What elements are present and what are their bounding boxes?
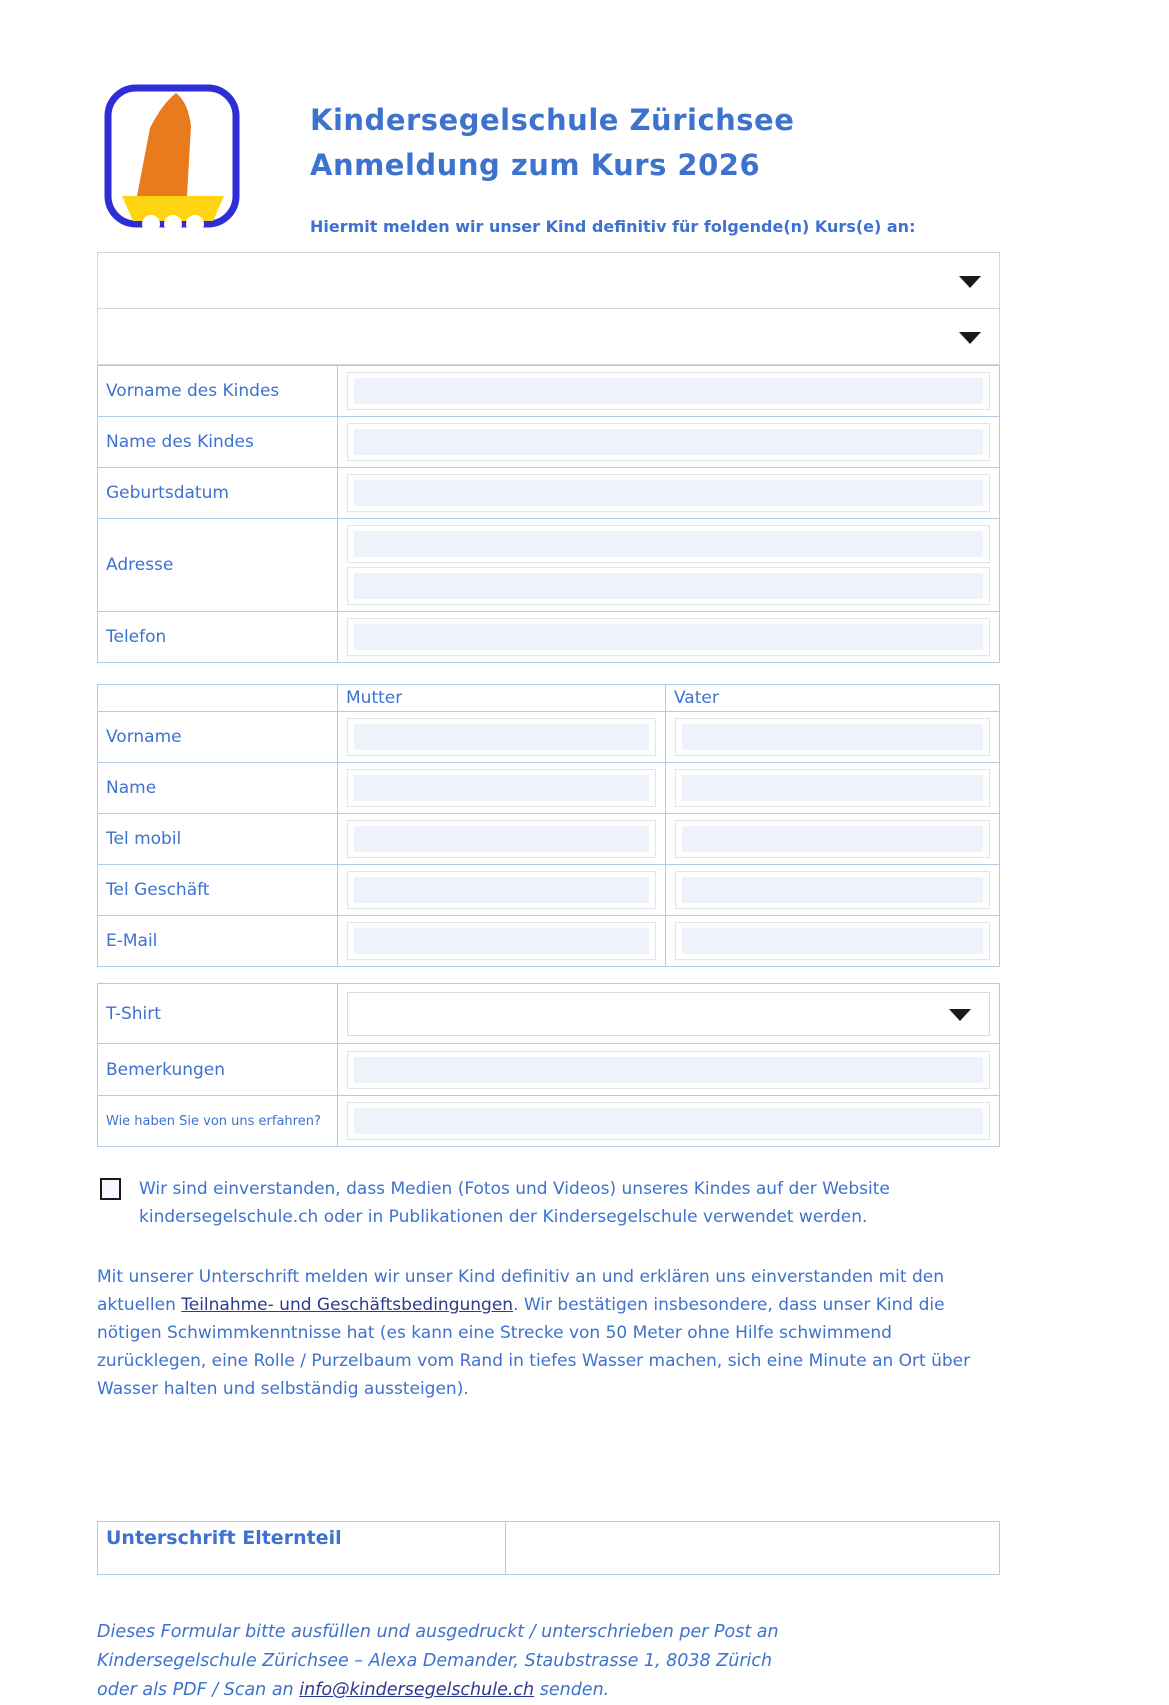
input-name-kind[interactable]	[347, 423, 990, 461]
page-title	[310, 98, 794, 188]
label-bemerkungen: Bemerkungen	[98, 1044, 338, 1096]
input-adresse-1[interactable]	[347, 525, 990, 563]
table-row	[98, 865, 1000, 916]
footer-line-1: Dieses Formular bitte ausfüllen und ausgedruckt / unterschrieben per Post an	[97, 1622, 779, 1642]
label-geburtsdatum: Geburtsdatum	[98, 468, 338, 519]
column-header-vater: Vater	[666, 685, 1000, 712]
input-adresse-2[interactable]	[347, 567, 990, 605]
label-vorname-kind: Vorname des Kindes	[98, 366, 338, 417]
media-consent-row	[97, 1175, 1000, 1231]
input-mutter-vorname[interactable]	[347, 718, 656, 756]
caret-down-icon	[959, 276, 981, 288]
label-name-kind: Name des Kindes	[98, 417, 338, 468]
footer-line-2: Kindersegelschule Zürichsee – Alexa Demander, Staubstrasse 1, 8038 Zürich	[97, 1651, 773, 1671]
agreement-text-after: . Wir bestätigen insbesondere, dass unser Kind die nötigen Schwimmkenntnisse hat (es kann eine Strecke von 50 Meter ohne Hilfe schwimmend zurücklegen, eine Rolle / Purzelbaum vom Rand in tiefes Wasser machen, sich eine Minute an Ort über Wasser halten und selbständig aussteigen).	[97, 1295, 971, 1399]
input-vater-tel-geschaeft[interactable]	[675, 871, 990, 909]
footer-note	[97, 1618, 1000, 1705]
label-tel-geschaeft: Tel Geschäft	[98, 865, 338, 916]
footer-line-3-before: oder als PDF / Scan an	[97, 1680, 300, 1700]
course-select-2-value	[98, 327, 108, 346]
form-page	[97, 0, 1000, 1705]
table-header-row	[98, 685, 1000, 712]
media-consent-text: Wir sind einverstanden, dass Medien (Fotos und Videos) unseres Kindes auf der Website kindersegelschule.ch oder in Publikationen der Kindersegelschule verwendet werden.	[139, 1179, 890, 1227]
extras-table	[97, 983, 1000, 1147]
table-row	[98, 417, 1000, 468]
tshirt-select[interactable]	[347, 992, 990, 1036]
table-row	[98, 984, 1000, 1044]
input-vater-tel-mobil[interactable]	[675, 820, 990, 858]
input-referral[interactable]	[347, 1102, 990, 1140]
input-mutter-tel-mobil[interactable]	[347, 820, 656, 858]
child-info-table	[97, 365, 1000, 663]
input-vater-name[interactable]	[675, 769, 990, 807]
input-mutter-name[interactable]	[347, 769, 656, 807]
input-telefon[interactable]	[347, 618, 990, 656]
table-row	[98, 612, 1000, 663]
signature-label: Unterschrift Elternteil	[98, 1522, 506, 1575]
input-geburtsdatum[interactable]	[347, 474, 990, 512]
table-row	[98, 519, 1000, 612]
email-link[interactable]: info@kindersegelschule.ch	[299, 1680, 535, 1700]
table-row	[98, 763, 1000, 814]
footer-line-3-after: senden.	[534, 1680, 610, 1700]
table-row	[98, 468, 1000, 519]
input-bemerkungen[interactable]	[347, 1051, 990, 1089]
input-mutter-email[interactable]	[347, 922, 656, 960]
label-email: E-Mail	[98, 916, 338, 967]
header	[97, 0, 1000, 252]
label-referral: Wie haben Sie von uns erfahren?	[98, 1096, 338, 1147]
signature-area	[506, 1522, 1000, 1575]
caret-down-icon	[949, 1009, 971, 1021]
title-line-1: Kindersegelschule Zürichsee	[310, 103, 795, 137]
signature-table	[97, 1521, 1000, 1575]
input-vater-vorname[interactable]	[675, 718, 990, 756]
parents-table	[97, 684, 1000, 967]
terms-link[interactable]: Teilnahme- und Geschäftsbedingungen	[181, 1295, 514, 1315]
media-consent-checkbox[interactable]	[100, 1178, 121, 1200]
sailboat-logo	[104, 84, 240, 228]
input-vater-email[interactable]	[675, 922, 990, 960]
input-mutter-tel-geschaeft[interactable]	[347, 871, 656, 909]
tshirt-select-value	[348, 1004, 358, 1023]
table-row	[98, 366, 1000, 417]
table-row	[98, 1522, 1000, 1575]
caret-down-icon	[959, 332, 981, 344]
input-vorname-kind[interactable]	[347, 372, 990, 410]
course-select-1-value	[98, 271, 108, 290]
label-telefon: Telefon	[98, 612, 338, 663]
empty-header-cell	[98, 685, 338, 712]
column-header-mutter: Mutter	[338, 685, 666, 712]
footer-line-3	[97, 1676, 1000, 1705]
course-select-2[interactable]	[97, 308, 1000, 365]
label-vorname: Vorname	[98, 712, 338, 763]
agreement-text-before: Mit unserer Unterschrift melden wir unser Kind definitiv an und erklären uns einverstanden mit den aktuellen	[97, 1267, 944, 1315]
table-row	[98, 916, 1000, 967]
label-name: Name	[98, 763, 338, 814]
course-select-1[interactable]	[97, 252, 1000, 309]
agreement-paragraph	[97, 1263, 1000, 1403]
table-row	[98, 1096, 1000, 1147]
table-row	[98, 1044, 1000, 1096]
label-adresse: Adresse	[98, 519, 338, 612]
table-row	[98, 814, 1000, 865]
title-line-2: Anmeldung zum Kurs 2026	[310, 148, 761, 182]
label-tshirt: T-Shirt	[98, 984, 338, 1044]
intro-text: Hiermit melden wir unser Kind definitiv für folgende(n) Kurs(e) an:	[310, 217, 916, 236]
table-row	[98, 712, 1000, 763]
label-tel-mobil: Tel mobil	[98, 814, 338, 865]
